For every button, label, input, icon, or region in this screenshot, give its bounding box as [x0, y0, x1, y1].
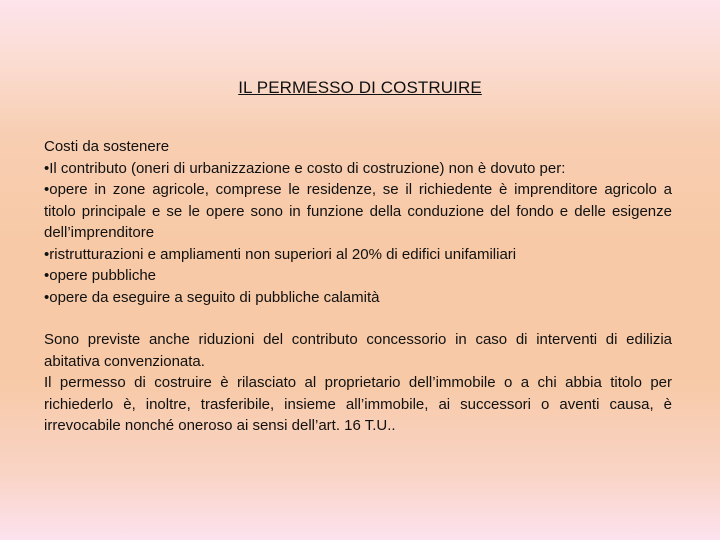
intro-text: Costi da sostenere: [44, 138, 170, 155]
bullet-item: •Il contributo (oneri di urbanizzazione e costo di costruzione) non è dovuto per:: [44, 159, 566, 177]
bullet-item: •opere da eseguire a seguito di pubbliche calamità: [44, 288, 380, 306]
bullet-item: •opere in zone agricole, comprese le residenze, se il richiedente è imprenditore agricolo a titolo principale e se le opere sono in funzione della conduzione del fondo e delle esigenze dell’imprenditore: [44, 181, 672, 241]
slide-title: IL PERMESSO DI COSTRUIRE: [238, 78, 482, 97]
paragraph: Sono previste anche riduzioni del contributo concessorio in caso di interventi di edilizia abitativa convenzionata.: [44, 331, 672, 370]
paragraph: Il permesso di costruire è rilasciato al proprietario dell’immobile o a chi abbia titolo per richiederlo è, inoltre, trasferibile, insieme all’immobile, ai successori o aventi causa, è irrevocabile nonché oneroso ai sensi dell’art. 16 T.U..: [44, 374, 672, 434]
slide-body: [44, 136, 672, 437]
paragraph-spacer: [44, 308, 672, 329]
bullet-item: •opere pubbliche: [44, 267, 157, 284]
bullet-item: •ristrutturazioni e ampliamenti non superiori al 20% di edifici unifamiliari: [44, 245, 517, 263]
